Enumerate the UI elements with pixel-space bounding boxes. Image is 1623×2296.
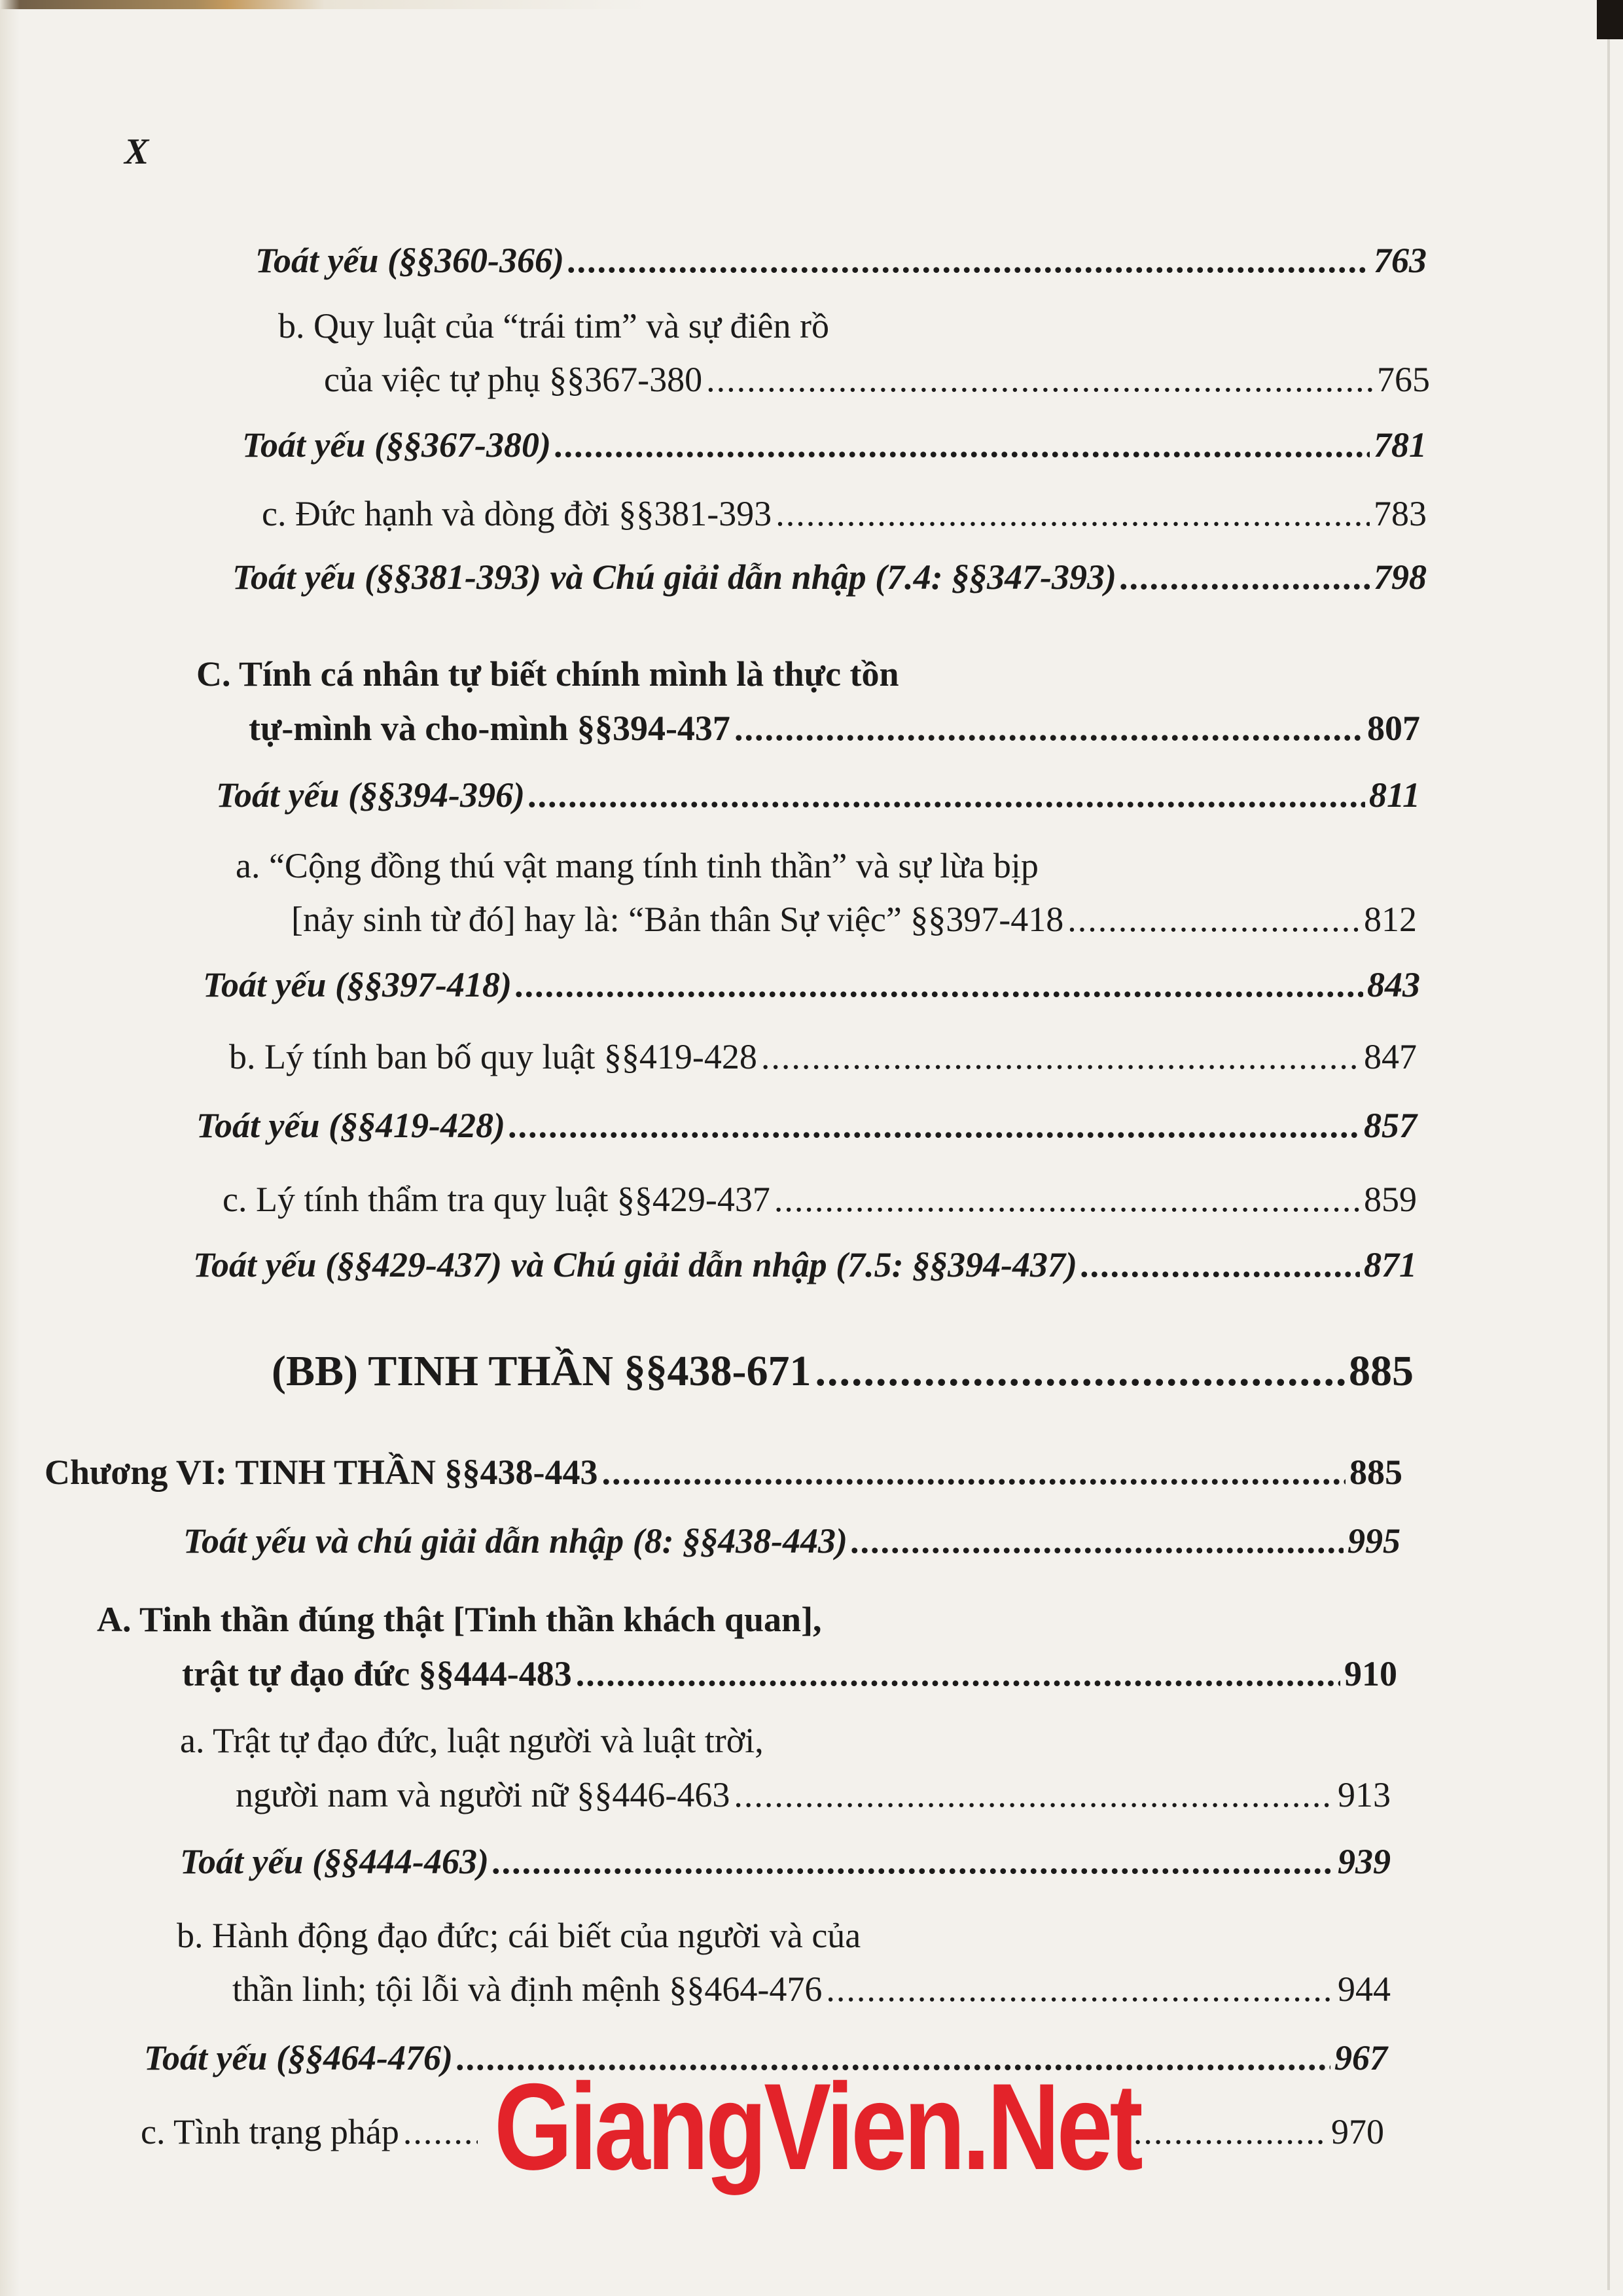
- toc-entry: a. “Cộng đồng thú vật mang tính tinh thần” và sự lừa bịp: [236, 846, 1039, 885]
- toc-entry: c. Tình trạng pháp ..... 970: [141, 2112, 1384, 2151]
- toc-entry: tự-mình và cho-mình §§394-437 ..... 807: [249, 709, 1420, 748]
- page-number: X: [124, 132, 149, 172]
- toc-entry: [nảy sinh từ đó] hay là: “Bản thân Sự việc” §§397-418 ..... 812: [291, 900, 1417, 939]
- toc-entry: Toát yếu (§§444-463) ..... 939: [180, 1842, 1391, 1881]
- toc-chapter-entry: Chương VI: TINH THẦN §§438-443 ..... 885: [45, 1453, 1402, 1492]
- watermark-logo: GiangVien.Net: [494, 2058, 1140, 2195]
- toc-entry: Toát yếu (§§429-437) và Chú giải dẫn nhập (7.5: §§394-437) ..... 871: [193, 1245, 1417, 1284]
- toc-entry: người nam và người nữ §§446-463 ..... 913: [236, 1775, 1391, 1814]
- toc-entry: b. Hành động đạo đức; cái biết của người và của: [177, 1916, 861, 1955]
- scan-left-edge: [0, 0, 20, 2296]
- toc-entry: C. Tính cá nhân tự biết chính mình là thực tồn: [196, 654, 899, 694]
- toc-entry: b. Lý tính ban bố quy luật §§419-428 ..... 847: [229, 1037, 1417, 1076]
- toc-section-heading: (BB) TINH THẦN §§438-671 ..... 885: [272, 1347, 1414, 1396]
- toc-entry: Toát yếu (§§464-476) ..... 967: [144, 2038, 1387, 2077]
- toc-entry: c. Lý tính thẩm tra quy luật §§429-437 ..... 859: [223, 1180, 1417, 1219]
- toc-entry: c. Đức hạnh và dòng đời §§381-393 ..... 783: [262, 494, 1427, 533]
- toc-entry: Toát yếu (§§381-393) và Chú giải dẫn nhập (7.4: §§347-393) ..... 798: [232, 557, 1427, 597]
- toc-entry: trật tự đạo đức §§444-483 ..... 910: [182, 1654, 1397, 1693]
- toc-entry: Toát yếu (§§397-418) ..... 843: [203, 965, 1420, 1004]
- scan-corner-shadow: [1597, 0, 1623, 39]
- toc-entry: thần linh; tội lỗi và định mệnh §§464-476 ..... 944: [232, 1969, 1391, 2009]
- toc-entry: Toát yếu và chú giải dẫn nhập (8: §§438-443) ..... 995: [183, 1521, 1400, 1561]
- page-edge-line: [1607, 39, 1610, 2290]
- toc-entry: Toát yếu (§§360-366) ..... 763: [255, 241, 1427, 280]
- toc-entry: Toát yếu (§§367-380) ..... 781: [242, 425, 1427, 465]
- scan-top-band: [0, 0, 1623, 9]
- toc-entry: Toát yếu (§§419-428) ..... 857: [196, 1106, 1417, 1145]
- toc-entry: A. Tinh thần đúng thật [Tinh thần khách quan],: [97, 1600, 822, 1639]
- toc-entry: a. Trật tự đạo đức, luật người và luật trời,: [180, 1721, 764, 1760]
- toc-entry: Toát yếu (§§394-396) ..... 811: [216, 775, 1420, 815]
- toc-entry: của việc tự phụ §§367-380 ..... 765: [324, 360, 1430, 399]
- toc-entry: b. Quy luật của “trái tim” và sự điên rồ: [278, 306, 830, 345]
